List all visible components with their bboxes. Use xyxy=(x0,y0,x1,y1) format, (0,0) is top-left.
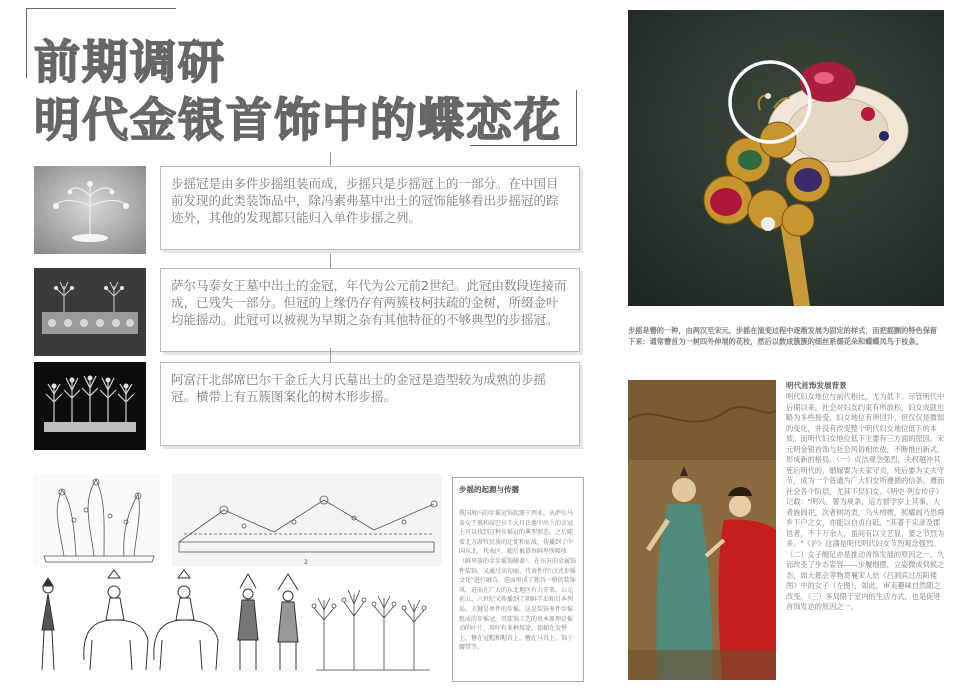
title-frame-top xyxy=(26,8,176,9)
row3-text-box xyxy=(160,362,580,446)
horse-rider-drawing-icon xyxy=(84,570,218,670)
headdress-figure-drawing-icon xyxy=(238,574,298,670)
row3-connector xyxy=(330,348,331,362)
row3-text: 阿富汗北部席巴尔干金丘大月氏墓出土的金冠是造型较为成熟的步摇冠。横带上有五簇图案化的树木形步摇。 xyxy=(171,372,547,404)
page-title-line1: 前期调研 xyxy=(34,35,226,89)
ming-painting-photo xyxy=(628,380,776,680)
crown-drawing-icon xyxy=(34,474,160,566)
origin-text: 我国境内的步摇冠饰起源于西亚。从萨尔马泰女王墓和席巴尔干大月氏墓中出土的金冠上可以找到这种步摇冠的典型形态。之后随着北方游牧民族的迁徙和征战，传播到了中国东北。代表区，随后被慕容鲜卑所吸收（鲜卑族的金步摇饰颇著）、在东方的金属饰件装饰，又通过高句丽、代表性的"汉式步摇文化"进行融合，进而形成了独具一格的装饰风。进而在广大的东北地区有力开来。公元前五、六世纪又传播到了朝鲜半岛和日本列岛。关键是单件的步摇，这是装饰多件步摇组成的步摇冠，其装饰工艺的基本原理是摇动的叶片，用叶有多种用途，如插在发髻上，簪在冠帽和帽首上，簪在马具上，饰于腰带等。 xyxy=(459,510,577,652)
figure-drawing-icon xyxy=(42,578,54,670)
crown-band-drawing-icon xyxy=(172,474,442,566)
butterfly-hairpin-photo xyxy=(628,10,944,306)
hairpin-caption: 步摇是簪的一种，由两汉至宋元，步摇在演变过程中逐渐发展为固定的样式，而把摇颤的特色保留下来：通常簪首为一树四外伸展的花枝，然后以数成簇簇的细丝系缀花朵和蝶蝶凤鸟于枝条。 xyxy=(628,326,938,346)
background-text: 明代妇女地位与前代相比，尤为低下。尽管明代中后期以来，社会对妇女约束有所放松，妇女成就也略为多些接受，妇女地位有所回升，但仅仅是微弱的变化，并没有改变整个明代妇女地位低下的本质。而明代妇女地位低下主要有三方面的原因。宋元明金银首饰与社会风俗相依侬，不断推出新式，形成新的格局。（一）贞洁观念强烈，夫权越冲其死后明代的，婚嫁要为夫家守贞，死后要为丈夫守节，成为一个普通为广大妇女所遵循的信条。遵而社会各个阶层，尤其下层妇女。《明史·列女传序》记载："明兴，著为规条，巡方督学岁上其事，大者旌闾祀，次者树坊表，乌头绰楔，照耀闾乃恐舜乡下户之女，亦能以自贞自砥。"其著于实录及郡邑者，不下万余人，虽间有以文艺显，要之节烈为多。"《沪》这满是明代明代妇女节烈观念强烈。（二）女子缠足亦是推动首饰发展的原因之一。久而改变了步态姿容——步履细摆，立姿微成伺候之态，如大都会等物贯襄宋人给《吕洞宾过岳阳楼图》中的女子（左图），如此，审美趣味自然随之改变。（三）多局限于室内的生活方式，也是促进首饰发达的原因之一。 xyxy=(786,392,945,611)
bronze-crown-photo xyxy=(34,166,146,254)
background-text-block xyxy=(786,380,946,685)
row2-text-box xyxy=(160,268,580,352)
origin-text-box xyxy=(452,477,584,682)
figure-number: 2 xyxy=(304,559,308,566)
row1-connector xyxy=(330,152,331,166)
row1-text: 步摇冠是由多件步摇组装而成，步摇只是步摇冠上的一部分。在中国目前发现的此类装饰品中，除冯素弗墓中出土的冠饰能够看出步摇冠的踪迹外，其他的发现都只能归入单件步摇之列。 xyxy=(171,176,559,225)
page-title-line2: 明代金银首饰中的蝶恋花 xyxy=(34,93,562,147)
row2-connector xyxy=(330,254,331,268)
row2-text: 萨尔马泰女王墓中出土的金冠，年代为公元前2世纪。此冠由数段连接而成，已残失一部分。但冠的上缘仍存有两簇枝柯扶疏的金树，所缀金叶均能摇动。此冠可以被视为早期之杂有其他特征的不够典型的步摇冠。 xyxy=(171,278,567,327)
afghan-crown-photo xyxy=(34,362,146,450)
origin-title: 步摇的起源与传播 xyxy=(459,485,519,494)
title-frame-left xyxy=(26,8,27,78)
tree-ornament-drawing-icon xyxy=(312,590,430,670)
background-title: 明代首饰发展背景 xyxy=(786,381,847,390)
row1-text-box xyxy=(160,166,580,250)
sarmatian-crown-photo xyxy=(34,268,146,356)
line-drawings-panel xyxy=(34,470,442,682)
title-frame-right xyxy=(576,90,577,145)
